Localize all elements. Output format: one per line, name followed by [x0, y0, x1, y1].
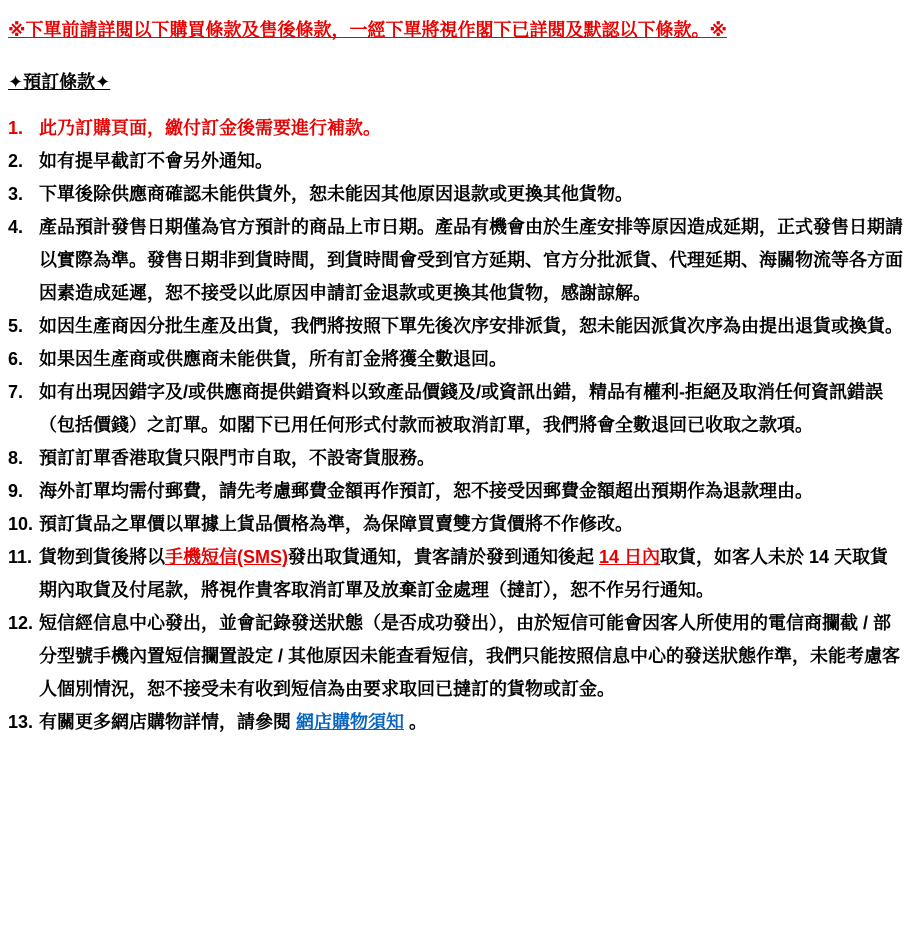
term-highlight: 14 日內 — [599, 547, 661, 567]
term-segment: 。 — [404, 712, 428, 732]
terms-list — [8, 112, 905, 739]
term-item — [8, 211, 905, 310]
term-text — [39, 112, 905, 145]
term-text — [39, 343, 905, 376]
term-number: 10. — [8, 514, 34, 534]
term-item — [8, 508, 905, 541]
term-text — [39, 310, 905, 343]
term-highlight: 手機短信(SMS) — [165, 547, 288, 567]
shop-guide-link[interactable]: 網店購物須知 — [296, 712, 404, 732]
term-segment: 如因生產商因分批生產及出貨，我們將按照下單先後次序安排派貨，恕未能因派貨次序為由提出退貨或換貨。 — [39, 316, 903, 336]
term-item — [8, 706, 905, 739]
term-number: 9. — [8, 481, 24, 501]
term-item — [8, 475, 905, 508]
term-number: 3. — [8, 184, 24, 204]
term-number: 6. — [8, 349, 24, 369]
term-text — [39, 376, 905, 442]
section-heading: ✦預訂條款✦ — [8, 72, 111, 92]
term-segment: 如果因生產商或供應商未能供貨，所有訂金將獲全數退回。 — [39, 349, 507, 369]
term-text — [39, 145, 905, 178]
term-item — [8, 442, 905, 475]
term-number: 4. — [8, 217, 24, 237]
term-segment: 有關更多網店購物詳情，請參閱 — [39, 712, 296, 732]
term-text — [39, 607, 905, 706]
term-item — [8, 376, 905, 442]
term-segment: 取貨，如客人未於 14 天取貨期內取貨及付尾款，將視作貴客取消訂單及放棄訂金處理（撻訂），恕不作另行通知。 — [39, 547, 889, 600]
term-segment: 如有提早截訂不會另外通知。 — [39, 151, 273, 171]
term-number: 7. — [8, 382, 24, 402]
term-item — [8, 343, 905, 376]
term-item — [8, 541, 905, 607]
page-title: ※下單前請詳閱以下購買條款及售後條款，一經下單將視作閣下已詳閱及默認以下條款。※ — [8, 20, 727, 40]
term-text — [39, 211, 905, 310]
term-segment: 預訂貨品之單價以單據上貨品價格為準，為保障買賣雙方貨價將不作修改。 — [39, 514, 633, 534]
term-number: 11. — [8, 547, 33, 567]
term-segment: 下單後除供應商確認未能供貨外，恕未能因其他原因退款或更換其他貨物。 — [39, 184, 633, 204]
term-item — [8, 310, 905, 343]
term-segment: 短信經信息中心發出，並會記錄發送狀態（是否成功發出），由於短信可能會因客人所使用的電信商攔截 / 部分型號手機內置短信攔置設定 / 其他原因未能查看短信，我們只能按照信息中心的發送狀態作準，未能考慮客人個別情況，恕不接受未有收到短信為由要求取回已撻訂的貨物或訂金。 — [39, 613, 900, 699]
term-text — [39, 508, 905, 541]
term-number: 8. — [8, 448, 24, 468]
term-segment: 海外訂單均需付郵費，請先考慮郵費金額再作預訂，恕不接受因郵費金額超出預期作為退款理由。 — [39, 481, 813, 501]
term-number: 12. — [8, 613, 34, 633]
term-segment: 如有出現因錯字及/或供應商提供錯資料以致產品價錢及/或資訊出錯，精品有權利-拒絕及取消任何資訊錯誤（包括價錢）之訂單。如閣下已用任何形式付款而被取消訂單，我們將會全數退回已收取之款項。 — [39, 382, 883, 435]
term-segment: 產品預計發售日期僅為官方預計的商品上市日期。產品有機會由於生產安排等原因造成延期，正式發售日期請以實際為準。發售日期非到貨時間，到貨時間會受到官方延期、官方分批派貨、代理延期、海關物流等各方面因素造成延遲，恕不接受以此原因申請訂金退款或更換其他貨物，感謝諒解。 — [39, 217, 903, 303]
term-segment: 貨物到貨後將以 — [39, 547, 165, 567]
term-text — [39, 178, 905, 211]
term-segment: 預訂訂單香港取貨只限門市自取，不設寄貨服務。 — [39, 448, 435, 468]
term-item — [8, 178, 905, 211]
term-segment: 此乃訂購頁面，繳付訂金後需要進行補款。 — [39, 118, 381, 138]
term-text — [39, 706, 905, 739]
term-item — [8, 607, 905, 706]
term-text — [39, 541, 905, 607]
term-number: 2. — [8, 151, 24, 171]
term-segment: 發出取貨通知，貴客請於發到通知後起 — [288, 547, 599, 567]
term-number: 1. — [8, 118, 24, 138]
term-text — [39, 475, 905, 508]
term-item — [8, 145, 905, 178]
term-item — [8, 112, 905, 145]
term-number: 13. — [8, 712, 34, 732]
term-number: 5. — [8, 316, 24, 336]
term-text — [39, 442, 905, 475]
